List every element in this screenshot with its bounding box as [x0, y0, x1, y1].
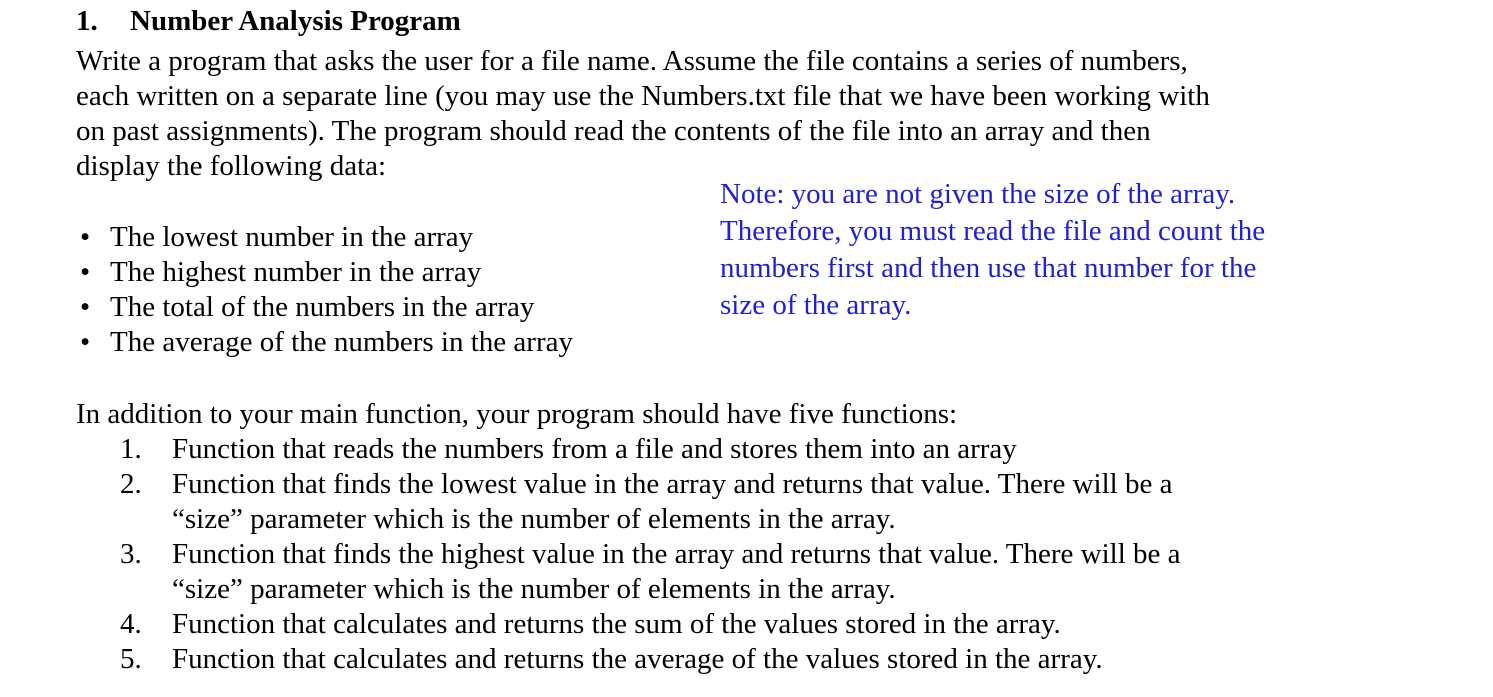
- bullet-item-total: [80, 290, 573, 325]
- function-item-sum: [120, 607, 1181, 642]
- function-item-lowest: [120, 467, 1181, 537]
- section-title: Number Analysis Program: [130, 5, 461, 37]
- bullet-text: The total of the numbers in the array: [110, 291, 535, 323]
- function-text: Function that reads the numbers from a file and stores them into an array: [172, 433, 1017, 465]
- note-line: Therefore, you must read the file and count the: [720, 215, 1266, 247]
- function-number: 1.: [120, 433, 142, 465]
- function-text: “size” parameter which is the number of elements in the array.: [172, 503, 896, 535]
- bullet-marker: •: [80, 326, 91, 358]
- array-size-note: [720, 176, 1265, 324]
- functions-list: [120, 432, 1181, 677]
- function-text: Function that calculates and returns the sum of the values stored in the array.: [172, 608, 1061, 640]
- bullet-marker: •: [80, 291, 91, 323]
- bullet-item-highest: [80, 255, 573, 290]
- functions-intro: In addition to your main function, your program should have five functions:: [76, 398, 958, 430]
- note-line: numbers first and then use that number for the: [720, 252, 1257, 284]
- function-number: 2.: [120, 468, 142, 500]
- bullet-text: The average of the numbers in the array: [110, 326, 573, 358]
- function-number: 4.: [120, 608, 142, 640]
- bullet-item-lowest: [80, 220, 573, 255]
- bullet-item-average: [80, 325, 573, 360]
- function-text: “size” parameter which is the number of elements in the array.: [172, 573, 896, 605]
- bullet-text: The highest number in the array: [110, 256, 482, 288]
- function-item-average: [120, 642, 1181, 677]
- section-heading: [76, 4, 461, 39]
- function-number: 5.: [120, 643, 142, 675]
- intro-line: Write a program that asks the user for a file name. Assume the file contains a series of numbers,: [76, 45, 1188, 77]
- bullet-marker: •: [80, 256, 91, 288]
- data-bullet-list: [80, 220, 573, 360]
- function-item-read: [120, 432, 1181, 467]
- intro-line: each written on a separate line (you may use the Numbers.txt file that we have been working with: [76, 80, 1210, 112]
- function-item-highest: [120, 537, 1181, 607]
- function-text: Function that finds the highest value in the array and returns that value. There will be a: [172, 538, 1181, 570]
- note-line: Note: you are not given the size of the array.: [720, 178, 1236, 210]
- intro-line: on past assignments). The program should read the contents of the file into an array and then: [76, 115, 1151, 147]
- section-number: 1.: [76, 5, 98, 37]
- function-text: Function that finds the lowest value in the array and returns that value. There will be a: [172, 468, 1173, 500]
- function-number: 3.: [120, 538, 142, 570]
- intro-line: display the following data:: [76, 150, 387, 182]
- intro-paragraph: [76, 44, 1336, 184]
- note-line: size of the array.: [720, 289, 912, 321]
- bullet-text: The lowest number in the array: [110, 221, 474, 253]
- bullet-marker: •: [80, 221, 91, 253]
- function-text: Function that calculates and returns the average of the values stored in the array.: [172, 643, 1103, 675]
